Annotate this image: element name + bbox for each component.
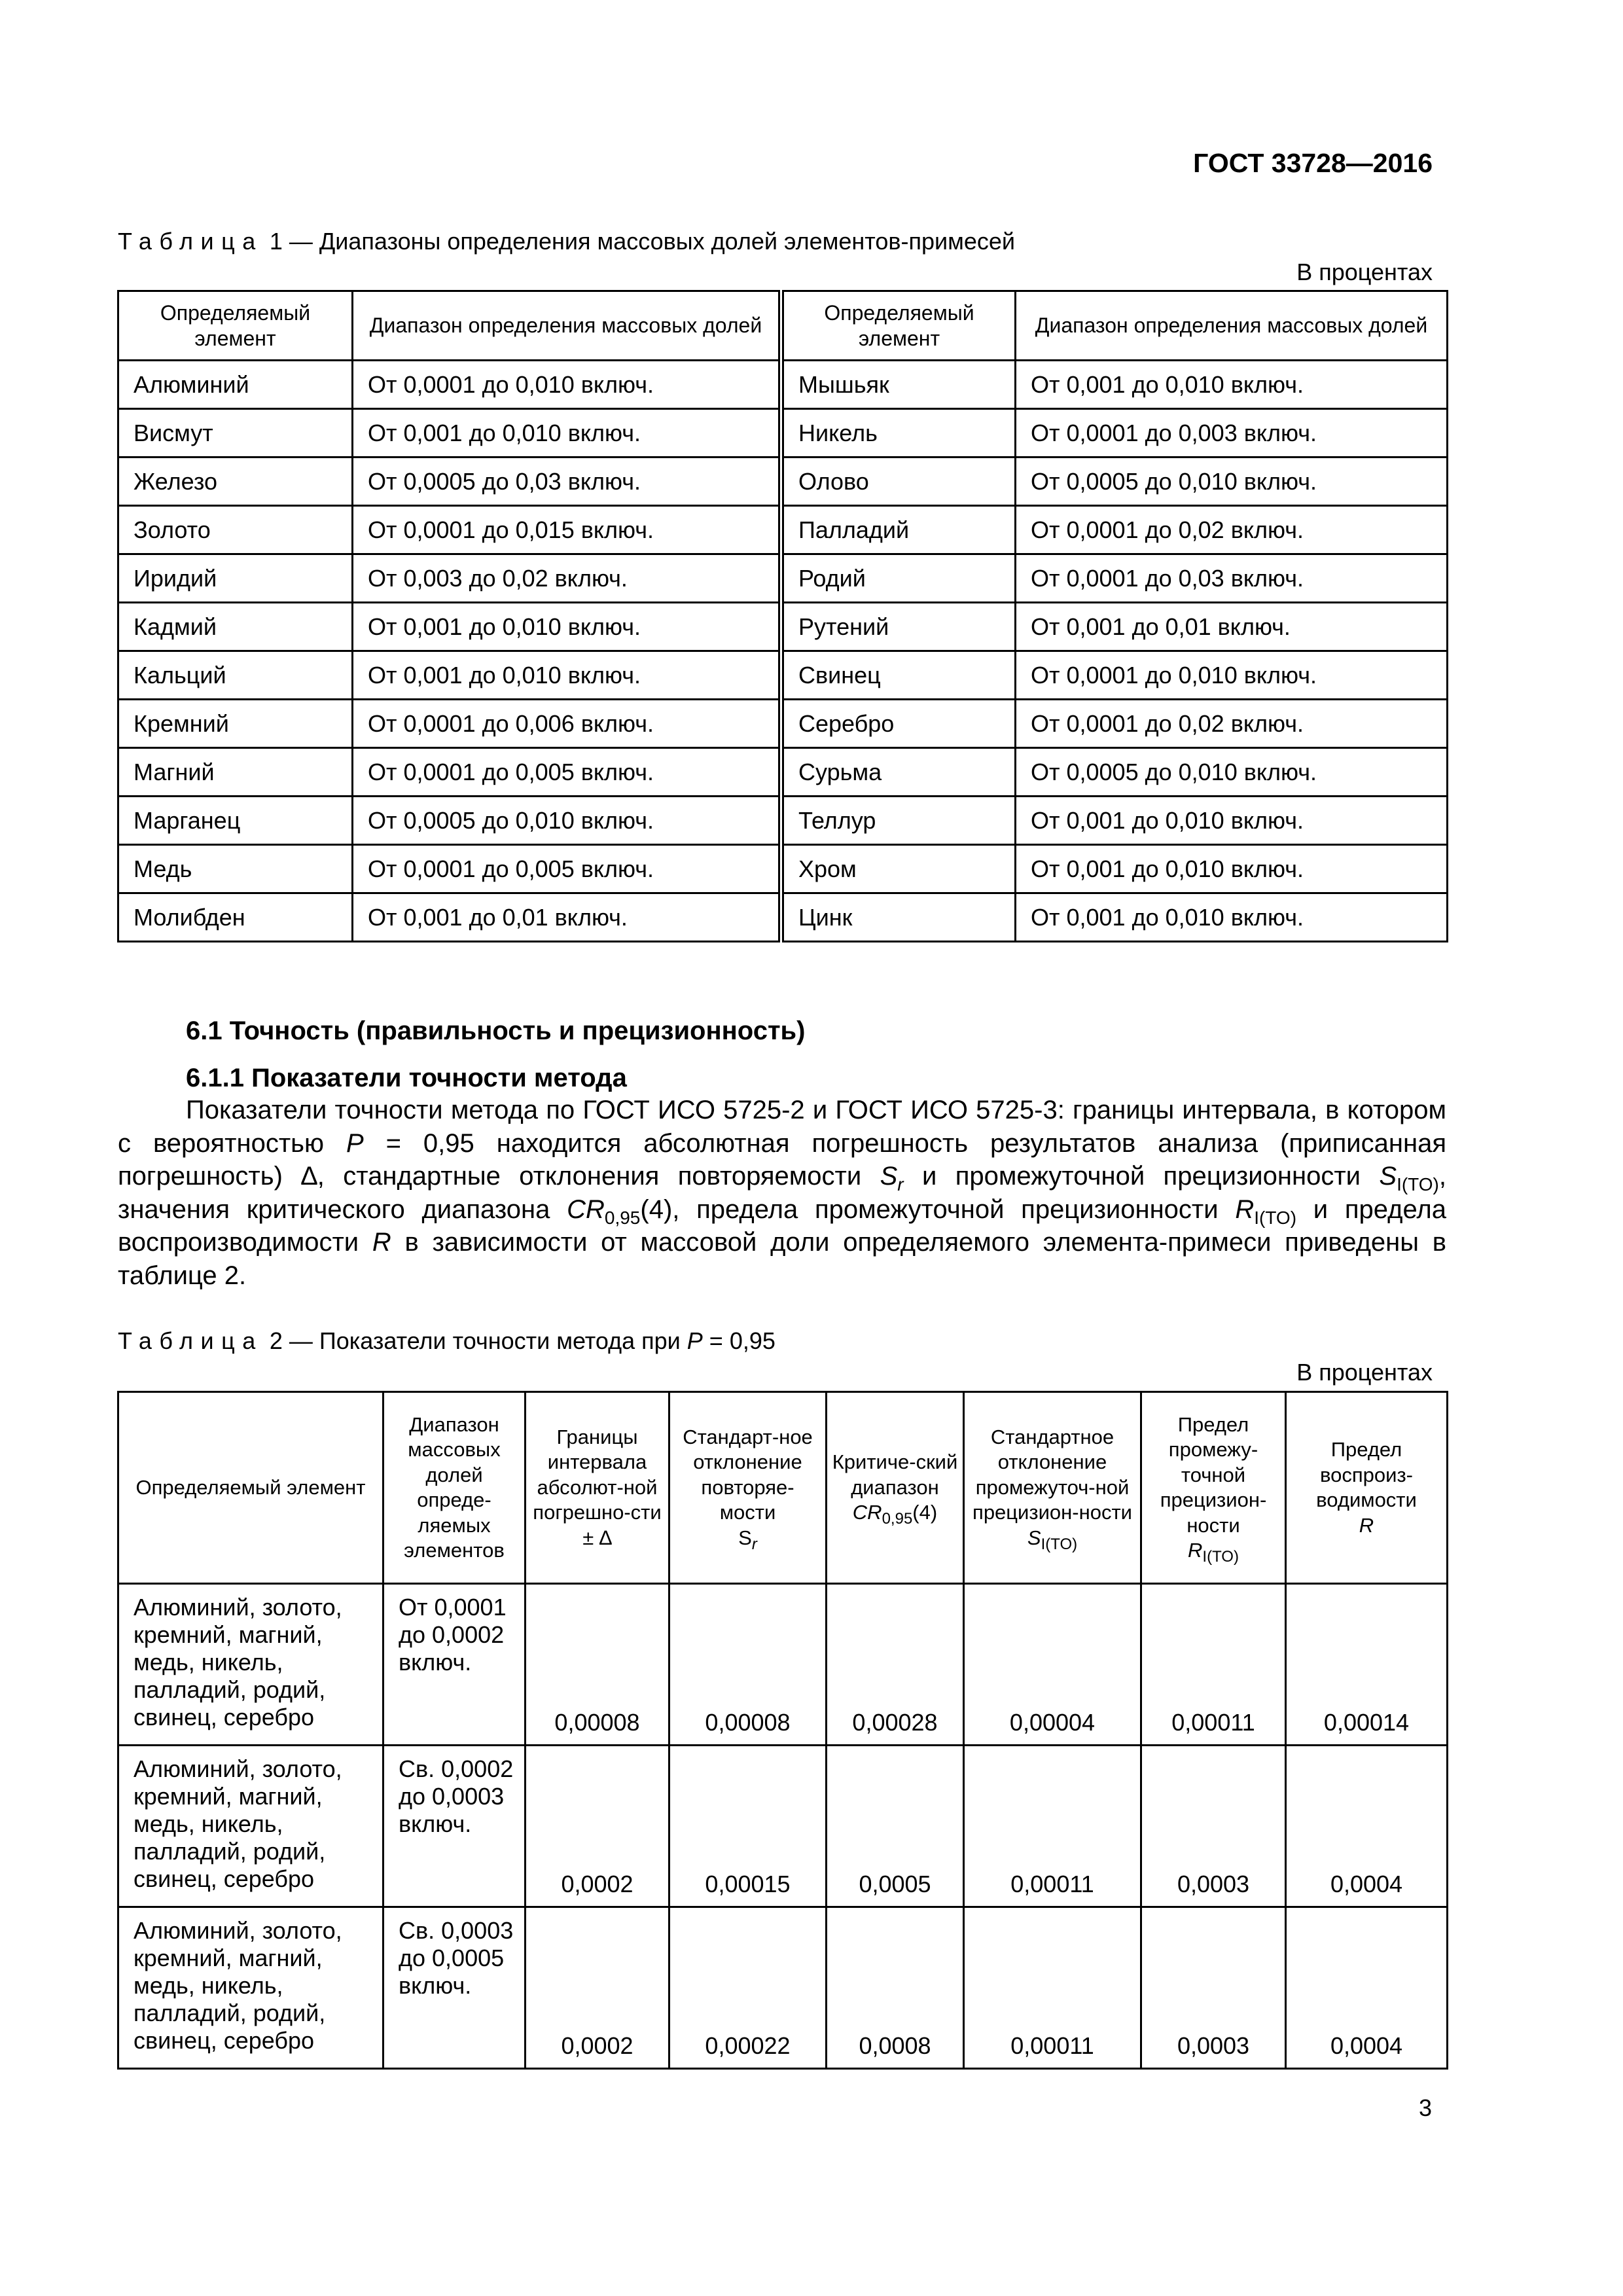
table1-cell-range: От 0,0001 до 0,005 включ. — [353, 748, 781, 797]
table2-header-cr-sub: 0,95 — [882, 1510, 913, 1528]
table1-row — [118, 893, 1448, 942]
table2-cell-range: Св. 0,0002 до 0,0003 включ. — [383, 1746, 526, 1907]
table2-cell-range: От 0,0001 до 0,0002 включ. — [383, 1584, 526, 1746]
table1-cell-element: Иридий — [118, 554, 353, 603]
table2-header-element: Определяемый элемент — [118, 1392, 383, 1584]
table1-row — [118, 797, 1448, 845]
table1-cell-range: От 0,0001 до 0,03 включ. — [1016, 554, 1448, 603]
table2-header-range: Диапазон массовых долей опреде-ляемых элементов — [383, 1392, 526, 1584]
table2-header-r-text: Предел воспроиз-водимости — [1316, 1438, 1417, 1511]
table2-cell-value: 0,0003 — [1141, 1746, 1286, 1907]
subsection-heading: 6.1.1 Показатели точности метода — [186, 1064, 627, 1092]
table2-cell-value: 0,0008 — [827, 1907, 964, 2069]
table2-header-ri — [1141, 1392, 1286, 1584]
table2-row — [118, 1746, 1448, 1907]
table1-row — [118, 361, 1448, 409]
table1-header-element: Определяемый элемент — [781, 291, 1016, 361]
table1-cell-range: От 0,0001 до 0,010 включ. — [353, 361, 781, 409]
table1-cell-element: Палладий — [781, 506, 1016, 554]
table2 — [117, 1391, 1448, 2070]
table1-cell-element: Цинк — [781, 893, 1016, 942]
table2-cell-value: 0,00004 — [964, 1584, 1141, 1746]
paragraph-text: (4), предела промежуточной прецизионности — [640, 1194, 1236, 1224]
table1-cell-element: Олово — [781, 457, 1016, 506]
table1-caption-text: 1 — Диапазоны определения массовых долей элементов-примесей — [269, 228, 1016, 255]
table2-header-r-sym: R — [1359, 1513, 1374, 1537]
table2-cell-element: Алюминий, золото, кремний, магний, медь, никель, палладий, родий, свинец, серебро — [118, 1584, 383, 1746]
table2-cell-value: 0,00011 — [964, 1746, 1141, 1907]
table2-caption — [118, 1327, 776, 1355]
table2-caption-text: 2 — Показатели точности метода при — [269, 1327, 687, 1354]
table1-caption — [118, 228, 1015, 255]
table2-header-cr-sym: CR — [852, 1501, 882, 1524]
table2-header-delta: Границы интервала абсолют-ной погрешно-сти ± ∆ — [526, 1392, 669, 1584]
table1-cell-element: Сурьма — [781, 748, 1016, 797]
table1-cell-range: От 0,001 до 0,010 включ. — [1016, 361, 1448, 409]
table2-header-si — [964, 1392, 1141, 1584]
table1-cell-range: От 0,001 до 0,010 включ. — [353, 409, 781, 457]
table1-cell-element: Марганец — [118, 797, 353, 845]
table2-cell-value: 0,0004 — [1286, 1746, 1448, 1907]
table1-header-element: Определяемый элемент — [118, 291, 353, 361]
table2-header-si-sym: S — [1027, 1526, 1041, 1549]
table2-header-ri-sub: I(TO) — [1202, 1548, 1239, 1566]
paragraph-text: = 0,95 находится абсолютная погрешность результатов анализа (приписанная погрешность) ∆, стандартные отклонения повторяемости — [118, 1128, 1446, 1191]
table1-cell-range: От 0,0005 до 0,010 включ. — [353, 797, 781, 845]
table1-header-range: Диапазон определения массовых долей — [1016, 291, 1448, 361]
table1-row — [118, 506, 1448, 554]
table1-cell-range: От 0,0005 до 0,03 включ. — [353, 457, 781, 506]
table1-cell-range: От 0,0001 до 0,003 включ. — [1016, 409, 1448, 457]
table2-cell-value: 0,00022 — [669, 1907, 827, 2069]
page-number: 3 — [1418, 2094, 1432, 2121]
table1-cell-element: Кальций — [118, 651, 353, 700]
table2-header-sr — [669, 1392, 827, 1584]
table1-cell-element: Хром — [781, 845, 1016, 893]
table1-cell-range: От 0,001 до 0,010 включ. — [1016, 797, 1448, 845]
table2-header-sr-sub: r — [751, 1535, 757, 1553]
table1-cell-range: От 0,0001 до 0,02 включ. — [1016, 506, 1448, 554]
table1-row — [118, 748, 1448, 797]
table2-cell-value: 0,00028 — [827, 1584, 964, 1746]
table1-cell-range: От 0,0005 до 0,010 включ. — [1016, 748, 1448, 797]
table2-caption-symbol: P — [687, 1327, 703, 1354]
table1-cell-element: Рутений — [781, 603, 1016, 651]
table1-cell-element: Кремний — [118, 700, 353, 748]
table2-header-ri-sym: R — [1188, 1539, 1203, 1562]
table1-cell-element: Родий — [781, 554, 1016, 603]
paragraph-text: и предела воспроизводимости — [118, 1194, 1447, 1257]
paragraph-text: , значения критического диапазона — [118, 1162, 1446, 1224]
table1-cell-element: Кадмий — [118, 603, 353, 651]
table2-header-cr-tail: (4) — [912, 1501, 938, 1524]
table1-cell-element: Алюминий — [118, 361, 353, 409]
table2-cell-value: 0,0002 — [526, 1907, 669, 2069]
table1-cell-element: Золото — [118, 506, 353, 554]
table1-cell-range: От 0,001 до 0,01 включ. — [1016, 603, 1448, 651]
table1-row — [118, 651, 1448, 700]
table2-header-ri-text: Предел промежу-точной прецизион-ности — [1160, 1412, 1267, 1537]
table1-cell-element: Медь — [118, 845, 353, 893]
table1-row — [118, 603, 1448, 651]
table1-header-row — [118, 291, 1448, 361]
table2-header-si-text: Стандартное отклонение промежуточ-ной прецизион-ности — [972, 1425, 1132, 1524]
table1-cell-element: Свинец — [781, 651, 1016, 700]
table2-cell-value: 0,0002 — [526, 1746, 669, 1907]
table2-cell-value: 0,00011 — [1141, 1584, 1286, 1746]
table2-cell-element: Алюминий, золото, кремний, магний, медь, никель, палладий, родий, свинец, серебро — [118, 1746, 383, 1907]
table2-cell-value: 0,00014 — [1286, 1584, 1448, 1746]
table1-cell-range: От 0,0001 до 0,02 включ. — [1016, 700, 1448, 748]
table2-cell-value: 0,00008 — [669, 1584, 827, 1746]
paragraph-text: Показатели точности метода по ГОСТ ИСО 5725-2 и ГОСТ ИСО 5725-3: границы интервала, в котором с вероятностью — [118, 1096, 1446, 1158]
table1-row — [118, 409, 1448, 457]
table1-cell-element: Серебро — [781, 700, 1016, 748]
paragraph-text: и промежуточной прецизионности — [903, 1162, 1380, 1191]
table1-row — [118, 700, 1448, 748]
table1-row — [118, 457, 1448, 506]
standard-number: ГОСТ 33728—2016 — [1193, 148, 1433, 178]
table1-cell-range: От 0,001 до 0,010 включ. — [1016, 893, 1448, 942]
symbol-si: S — [1379, 1162, 1397, 1191]
table2-cell-element: Алюминий, золото, кремний, магний, медь, никель, палладий, родий, свинец, серебро — [118, 1907, 383, 2069]
symbol-p: P — [346, 1128, 364, 1158]
table1-cell-range: От 0,0001 до 0,015 включ. — [353, 506, 781, 554]
table1-cell-range: От 0,001 до 0,010 включ. — [353, 603, 781, 651]
table2-header-row — [118, 1392, 1448, 1584]
table1-cell-element: Молибден — [118, 893, 353, 942]
table1-cell-range: От 0,003 до 0,02 включ. — [353, 554, 781, 603]
symbol-cr-sub: 0,95 — [604, 1207, 641, 1228]
table1-unit: В процентах — [1296, 259, 1433, 285]
table1-cell-range: От 0,001 до 0,01 включ. — [353, 893, 781, 942]
table1-cell-element: Магний — [118, 748, 353, 797]
table2-cell-range: Св. 0,0003 до 0,0005 включ. — [383, 1907, 526, 2069]
symbol-si-sub: I(TO) — [1397, 1174, 1439, 1194]
symbol-sr-sub: r — [897, 1174, 904, 1194]
table2-header-cr-text: Критиче-ский диапазон — [832, 1450, 958, 1499]
table2-header-r — [1286, 1392, 1448, 1584]
table2-cell-value: 0,0005 — [827, 1746, 964, 1907]
table2-cell-value: 0,00008 — [526, 1584, 669, 1746]
table2-cell-value: 0,0003 — [1141, 1907, 1286, 2069]
table1-cell-element: Висмут — [118, 409, 353, 457]
table1-cell-element: Мышьяк — [781, 361, 1016, 409]
table1-cell-range: От 0,0001 до 0,010 включ. — [1016, 651, 1448, 700]
paragraph-text: в зависимости от массовой доли определяемого элемента-примеси приведены в таблице 2. — [118, 1228, 1446, 1290]
symbol-ri-sub: I(TO) — [1254, 1207, 1297, 1228]
symbol-cr: CR — [567, 1194, 605, 1224]
body-paragraph — [118, 1094, 1446, 1292]
table2-header-cr — [827, 1392, 964, 1584]
table2-header-si-sub: I(TO) — [1041, 1535, 1078, 1553]
table1-row — [118, 554, 1448, 603]
table1-cell-range: От 0,0001 до 0,006 включ. — [353, 700, 781, 748]
table1-cell-range: От 0,0005 до 0,010 включ. — [1016, 457, 1448, 506]
table1-row — [118, 845, 1448, 893]
table2-header-sr-text: Стандарт-ное отклонение повторяе-мости — [683, 1425, 813, 1524]
table2-label: Таблица — [118, 1327, 263, 1354]
table2-caption-tail: = 0,95 — [702, 1327, 776, 1354]
table2-row — [118, 1907, 1448, 2069]
table1-cell-range: От 0,001 до 0,010 включ. — [353, 651, 781, 700]
table1-label: Таблица — [118, 228, 263, 255]
table1-cell-element: Никель — [781, 409, 1016, 457]
table1-cell-range: От 0,001 до 0,010 включ. — [1016, 845, 1448, 893]
symbol-r: R — [372, 1228, 391, 1257]
table1-cell-range: От 0,0001 до 0,005 включ. — [353, 845, 781, 893]
table1-cell-element: Теллур — [781, 797, 1016, 845]
table2-row — [118, 1584, 1448, 1746]
table2-cell-value: 0,00011 — [964, 1907, 1141, 2069]
section-heading: 6.1 Точность (правильность и прецизионность) — [186, 1016, 806, 1045]
table1-header-range: Диапазон определения массовых долей — [353, 291, 781, 361]
table2-cell-value: 0,0004 — [1286, 1907, 1448, 2069]
table2-unit: В процентах — [1296, 1359, 1433, 1386]
table1-cell-element: Железо — [118, 457, 353, 506]
table1 — [117, 290, 1448, 942]
table2-header-sr-sym: S — [738, 1526, 752, 1549]
symbol-ri: R — [1235, 1194, 1255, 1224]
table2-cell-value: 0,00015 — [669, 1746, 827, 1907]
symbol-sr: S — [880, 1162, 898, 1191]
